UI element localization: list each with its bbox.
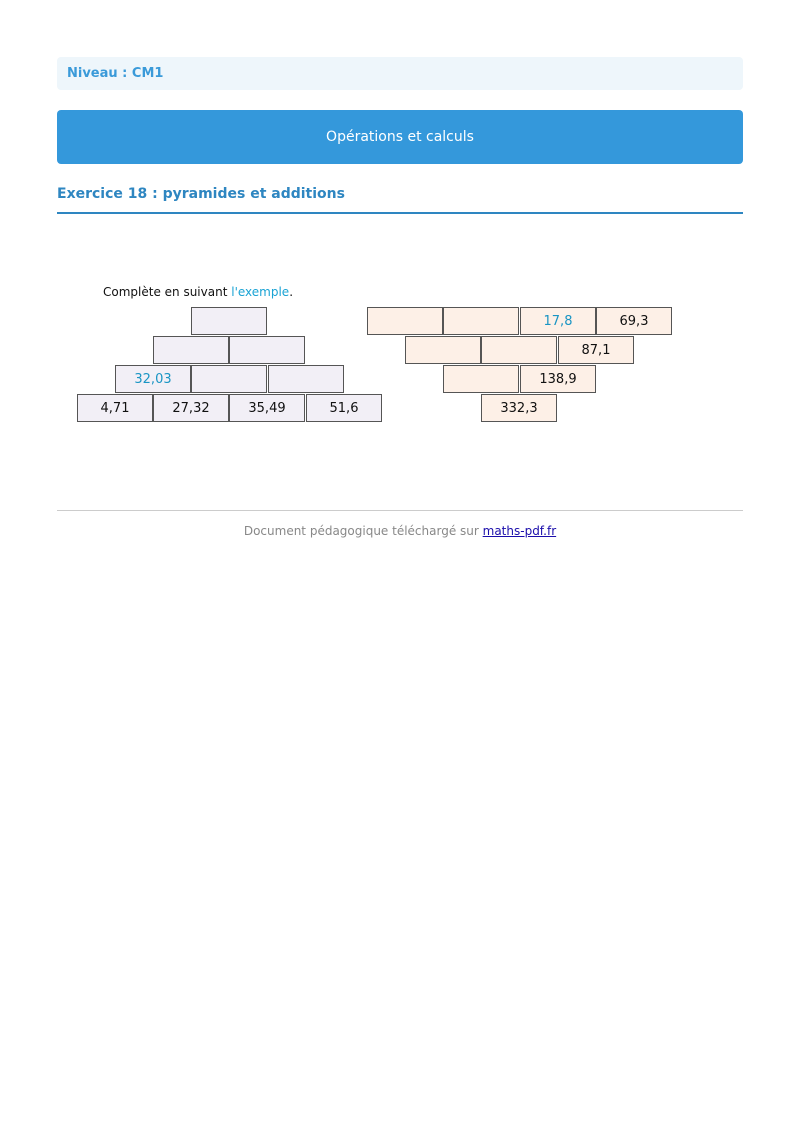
instruction-text — [103, 285, 293, 299]
level-banner — [57, 57, 743, 90]
footer-link[interactable]: maths-pdf.fr — [482, 524, 557, 538]
level-label: Niveau : CM1 — [67, 66, 164, 81]
pyramid-left-cell: 27,32 — [153, 394, 229, 422]
instruction-suffix: . — [289, 285, 294, 299]
pyramid-left-cell: 4,71 — [77, 394, 153, 422]
pyramid-right-cell — [481, 336, 557, 364]
exercise-title: Exercice 18 : pyramides et additions — [57, 186, 743, 214]
pyramid-right-cell: 69,3 — [596, 307, 672, 335]
pyramid-left-cell — [191, 307, 267, 335]
footer-divider — [57, 510, 743, 511]
pyramid-left-cell: 35,49 — [229, 394, 305, 422]
pyramid-left-cell: 51,6 — [306, 394, 382, 422]
pyramid-right-cell: 87,1 — [558, 336, 634, 364]
pyramid-left-cell: 32,03 — [115, 365, 191, 393]
pyramid-right-cell — [443, 307, 519, 335]
topic-banner — [57, 110, 743, 164]
topic-title: Opérations et calculs — [326, 129, 474, 145]
pyramid-right-cell — [405, 336, 481, 364]
instruction-prefix: Complète en suivant — [103, 285, 232, 299]
footer — [0, 524, 800, 538]
pyramid-right-cell — [367, 307, 443, 335]
pyramid-left-cell — [153, 336, 229, 364]
instruction-highlight: l'exemple — [231, 285, 290, 299]
pyramid-right-cell: 332,3 — [481, 394, 557, 422]
pyramid-right-cell: 17,8 — [520, 307, 596, 335]
pyramid-left-cell — [268, 365, 344, 393]
pyramid-left-cell — [229, 336, 305, 364]
pyramid-right-cell — [443, 365, 519, 393]
pyramid-right-cell: 138,9 — [520, 365, 596, 393]
footer-text: Document pédagogique téléchargé sur — [243, 524, 483, 538]
pyramid-left-cell — [191, 365, 267, 393]
